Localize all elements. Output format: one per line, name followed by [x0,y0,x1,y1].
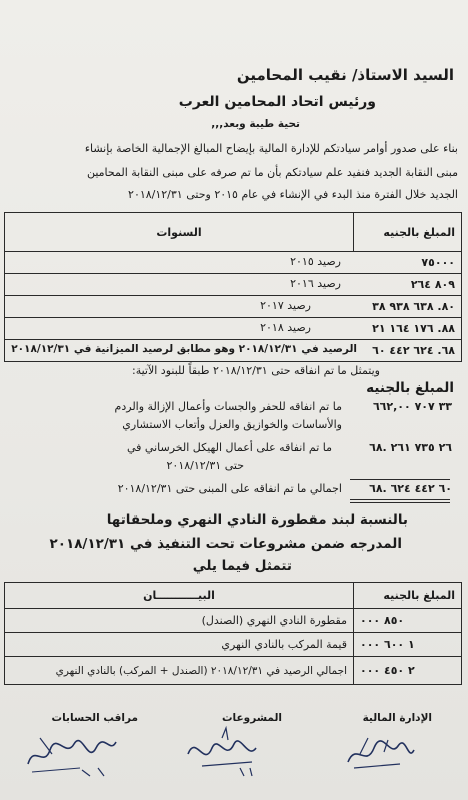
table-row [5,609,462,633]
paragraph-line-2: مبنى النقابة الجديد فنفيد علم سيادتكم بأن ما تم صرفه على مبنى النقابة المحامين [86,166,458,179]
table-total-row [5,340,462,362]
row-amount: ٨٠٩ ٢٦٤ [410,278,455,291]
row-amount: ٢ ٤٥٠ ٠٠٠ [354,657,462,685]
signature-finance [340,728,420,776]
column-header-amount: المبلغ بالجنيه [354,213,462,252]
spending-by-year-table [4,212,462,362]
signature-title-auditor: مراقب الحسابات [51,712,138,724]
section3-heading-line-1: بالنسبة لبند مقطورة النادي النهري وملحقاتها [106,512,408,528]
total-label: الرصيد في ٢٠١٨/١٢/٣١ وهو مطابق لرصيد الميزانية في ٢٠١٨/١٢/٣١ [11,343,357,355]
row-amount: ١ ٦٠٠ ٠٠٠ [354,633,462,657]
row-amount: ٨٨. ١٧٦ ١٦٤ ٢١ [372,322,455,335]
item2-line-2: حتى ٢٠١٨/١٢/٣١ [166,459,244,472]
item2-line-1: ما تم انفاقه على أعمال الهيكل الخرساني في [127,441,332,454]
table-row [5,274,462,296]
row-label: اجمالي الرصيد في ٢٠١٨/١٢/٣١ (الصندل + المركب) بالنادي النهري [5,657,354,685]
greeting: تحية طيبة وبعد,,, [211,118,300,130]
signature-title-projects: المشروعات [222,712,282,724]
table-row [5,318,462,340]
section2-total-label: اجمالي ما تم انفاقه على المبنى حتى ٢٠١٨/١٢/٣١ [117,482,342,495]
total-amount: ٦٨. ٦٢٤ ٤٤٢ ٦٠ [372,344,455,357]
column-header-amount: المبلغ بالجنيه [354,583,462,609]
row-label: مقطورة النادي النهري (الصندل) [5,609,354,633]
section2-intro: ويتمثل ما تم انفاقه حتى ٢٠١٨/١٢/٣١ طبقاً للبنود الآتية: [132,364,380,377]
sum-rule-bottom [350,499,450,500]
sum-rule-bottom-double [350,502,450,503]
row-label: رصيد ٢٠١٦ [290,277,341,290]
item1-line-2: والأساسات والخوازيق والعزل وأتعاب الاستشاري [122,418,342,431]
paragraph-line-3: الجديد خلال الفترة منذ البدء في الإنشاء في عام ٢٠١٥ وحتى ٢٠١٨/١٢/٣١ [128,188,458,201]
column-header-statement: البيـــــــــــان [5,583,354,609]
river-club-table [4,582,462,685]
row-label: قيمة المركب بالنادي النهري [5,633,354,657]
table-row [5,296,462,318]
section2-total-amount: ٦٠ ٤٤٢ ٦٢٤ .٦٨ [369,482,452,495]
signature-title-finance: الإدارة المالية [362,712,432,724]
column-header-years: السنوات [5,213,354,252]
section2-amount-header: المبلغ بالجنيه [366,380,454,396]
section3-heading-line-3: تتمثل فيما يلي [192,558,292,574]
item2-amount: ٢٦ ٧٣٥ ٢٦١ .٦٨ [369,441,452,454]
row-amount: ٨٥٠ ٠٠٠ [354,609,462,633]
item1-amount: ٣٣ ٧٠٧ ٦٦٢,٠٠ [372,400,452,413]
row-label: رصيد ٢٠١٨ [260,321,311,334]
row-label: رصيد ٢٠١٧ [260,299,311,312]
sum-rule-top [350,479,450,480]
addressee-line: السيد الاستاذ/ نقيب المحامين [236,66,454,84]
table-row [5,252,462,274]
row-amount: ٨٠. ٦٣٨ ٩٣٨ ٣٨ [372,300,455,313]
row-label: رصيد ٢٠١٥ [290,255,341,268]
addressee-subtitle: ورئيس اتحاد المحامين العرب [178,94,376,110]
section3-heading-line-2: المدرجه ضمن مشروعات تحت التنفيذ في ٢٠١٨/١٢/٣١ [49,536,402,552]
signature-auditor [22,724,122,780]
table-row [5,633,462,657]
signature-projects [182,724,272,780]
row-amount: ٧٥٠٠٠ [421,256,455,269]
item1-line-1: ما تم انفاقه للحفر والجسات وأعمال الإزالة والردم [114,400,342,413]
paragraph-line-1: بناء على صدور أوامر سيادتكم للإدارة المالية بإيضاح المبالغ الإجمالية الخاصة بإنشاء [84,142,458,155]
table-total-row [5,657,462,685]
